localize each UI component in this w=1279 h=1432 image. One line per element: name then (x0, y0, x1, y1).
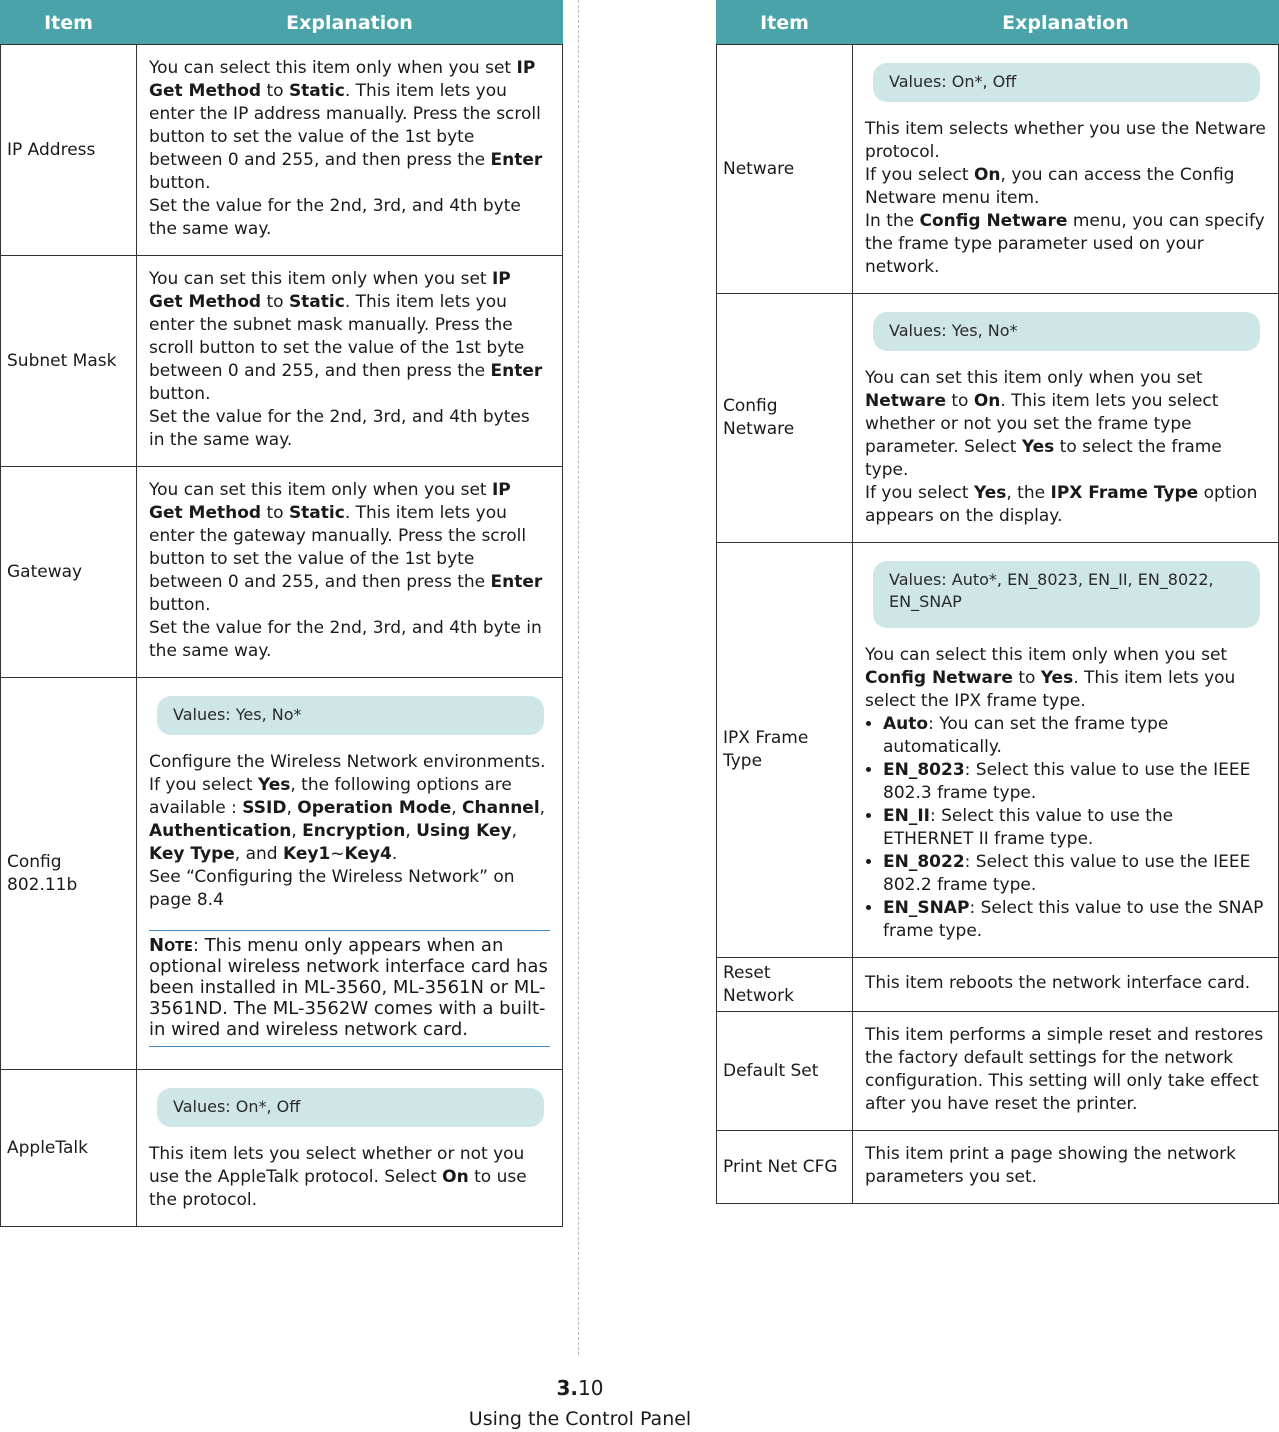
item-config-80211b: Config 802.11b (1, 678, 137, 1070)
item-appletalk: AppleTalk (1, 1070, 137, 1227)
list-item: • EN_8023: Select this value to use the IEEE 802.3 frame type. (883, 759, 1266, 805)
explanation-reset-network: This item reboots the network interface card. (853, 958, 1279, 1012)
table-row (1, 256, 563, 467)
left-settings-table (0, 0, 563, 1227)
item-subnet-mask: Subnet Mask (1, 256, 137, 467)
table-row (1, 45, 563, 256)
list-item: • EN_II: Select this value to use the ETHERNET II frame type. (883, 805, 1266, 851)
values-box: Values: On*, Off (873, 63, 1260, 102)
table-header (717, 1, 1279, 45)
header-explanation: Explanation (853, 1, 1279, 45)
list-item: • EN_SNAP: Select this value to use the SNAP frame type. (883, 897, 1266, 943)
left-column (0, 0, 563, 1227)
section-title: Using the Control Panel (468, 1408, 692, 1430)
item-reset-network: Reset Network (717, 958, 853, 1012)
header-explanation: Explanation (137, 1, 563, 45)
table-row (1, 467, 563, 678)
explanation-ipx-frame-type: Values: Auto*, EN_8023, EN_II, EN_8022, EN_SNAP You can select this item only when you set Config Netware to Yes. This item lets you select the IPX frame type. • Auto: You can set the frame type automatically. • EN_8023: Select this value to use the IEEE 802.3 frame type. • EN_II: Select this value to use the ETHERNET II frame type. • EN_8022: Select this value to use the IEEE 802.2 frame type. • EN_SNAP: Select this value to use the SNAP frame type. (853, 543, 1279, 958)
right-settings-table (716, 0, 1279, 1204)
explanation-config-netware: Values: Yes, No* You can set this item only when you set Netware to On. This item lets you select whether or not you set the frame type parameter. Select Yes to select the frame type. If you select Yes, the IPX Frame Type option appears on the display. (853, 294, 1279, 543)
column-divider (578, 0, 579, 1355)
values-box: Values: Yes, No* (873, 312, 1260, 351)
item-ip-address: IP Address (1, 45, 137, 256)
table-row (717, 294, 1279, 543)
header-item: Item (1, 1, 137, 45)
table-row (717, 1012, 1279, 1131)
values-box: Values: Yes, No* (157, 696, 544, 735)
item-config-netware: Config Netware (717, 294, 853, 543)
item-gateway: Gateway (1, 467, 137, 678)
explanation-netware: Values: On*, Off This item selects whether you use the Netware protocol. If you select On, you can access the Config Netware menu item. In the Config Netware menu, you can specify the frame type parameter used on your network. (853, 45, 1279, 294)
item-netware: Netware (717, 45, 853, 294)
explanation-subnet-mask: You can set this item only when you set IP Get Method to Static. This item lets you enter the subnet mask manually. Press the scroll button to set the value of the 1st byte between 0 and 255, and then press the Enter button. Set the value for the 2nd, 3rd, and 4th bytes in the same way. (137, 256, 563, 467)
note-text: : This menu only appears when an optional wireless network interface card has been installed in ML-3560, ML-3561N or ML-3561ND. The ML-3562W comes with a built-in wired and wireless network card. (149, 935, 548, 1040)
explanation-print-net-cfg: This item print a page showing the network parameters you set. (853, 1131, 1279, 1204)
table-row (717, 958, 1279, 1012)
table-header (1, 1, 563, 45)
values-box: Values: On*, Off (157, 1088, 544, 1127)
item-default-set: Default Set (717, 1012, 853, 1131)
table-row (717, 1131, 1279, 1204)
frame-type-list (865, 713, 1266, 943)
explanation-default-set: This item performs a simple reset and restores the factory default settings for the network configuration. This setting will only take effect after you have reset the printer. (853, 1012, 1279, 1131)
table-row (1, 678, 563, 1070)
table-row (717, 45, 1279, 294)
explanation-config-80211b: Values: Yes, No* Configure the Wireless Network environments. If you select Yes, the following options are available : SSID, Operation Mode, Channel, Authentication, Encryption, Using Key, Key Type, and Key1~Key4. See “Configuring the Wireless Network” on page 8.4 Note: This menu only appears when an optional wireless network interface card has been installed in ML-3560, ML-3561N or ML-3561ND. The ML-3562W comes with a built-in wired and wireless network card. (137, 678, 563, 1070)
page-number: 3.10 (556, 1376, 604, 1400)
item-ipx-frame-type: IPX Frame Type (717, 543, 853, 958)
explanation-appletalk: Values: On*, Off This item lets you select whether or not you use the AppleTalk protocol. Select On to use the protocol. (137, 1070, 563, 1227)
values-box: Values: Auto*, EN_8023, EN_II, EN_8022, EN_SNAP (873, 561, 1260, 628)
table-row (717, 543, 1279, 958)
explanation-gateway: You can set this item only when you set IP Get Method to Static. This item lets you enter the gateway manually. Press the scroll button to set the value of the 1st byte between 0 and 255, and then press the Enter button. Set the value for the 2nd, 3rd, and 4th byte in the same way. (137, 467, 563, 678)
note-label: Note (149, 935, 193, 956)
table-row (1, 1070, 563, 1227)
note-box (149, 930, 550, 1047)
list-item: • EN_8022: Select this value to use the IEEE 802.2 frame type. (883, 851, 1266, 897)
explanation-ip-address: You can select this item only when you set IP Get Method to Static. This item lets you enter the IP address manually. Press the scroll button to set the value of the 1st byte between 0 and 255, and then press the Enter button. Set the value for the 2nd, 3rd, and 4th byte the same way. (137, 45, 563, 256)
header-item: Item (717, 1, 853, 45)
item-print-net-cfg: Print Net CFG (717, 1131, 853, 1204)
right-column (716, 0, 1279, 1204)
list-item: • Auto: You can set the frame type automatically. (883, 713, 1266, 759)
